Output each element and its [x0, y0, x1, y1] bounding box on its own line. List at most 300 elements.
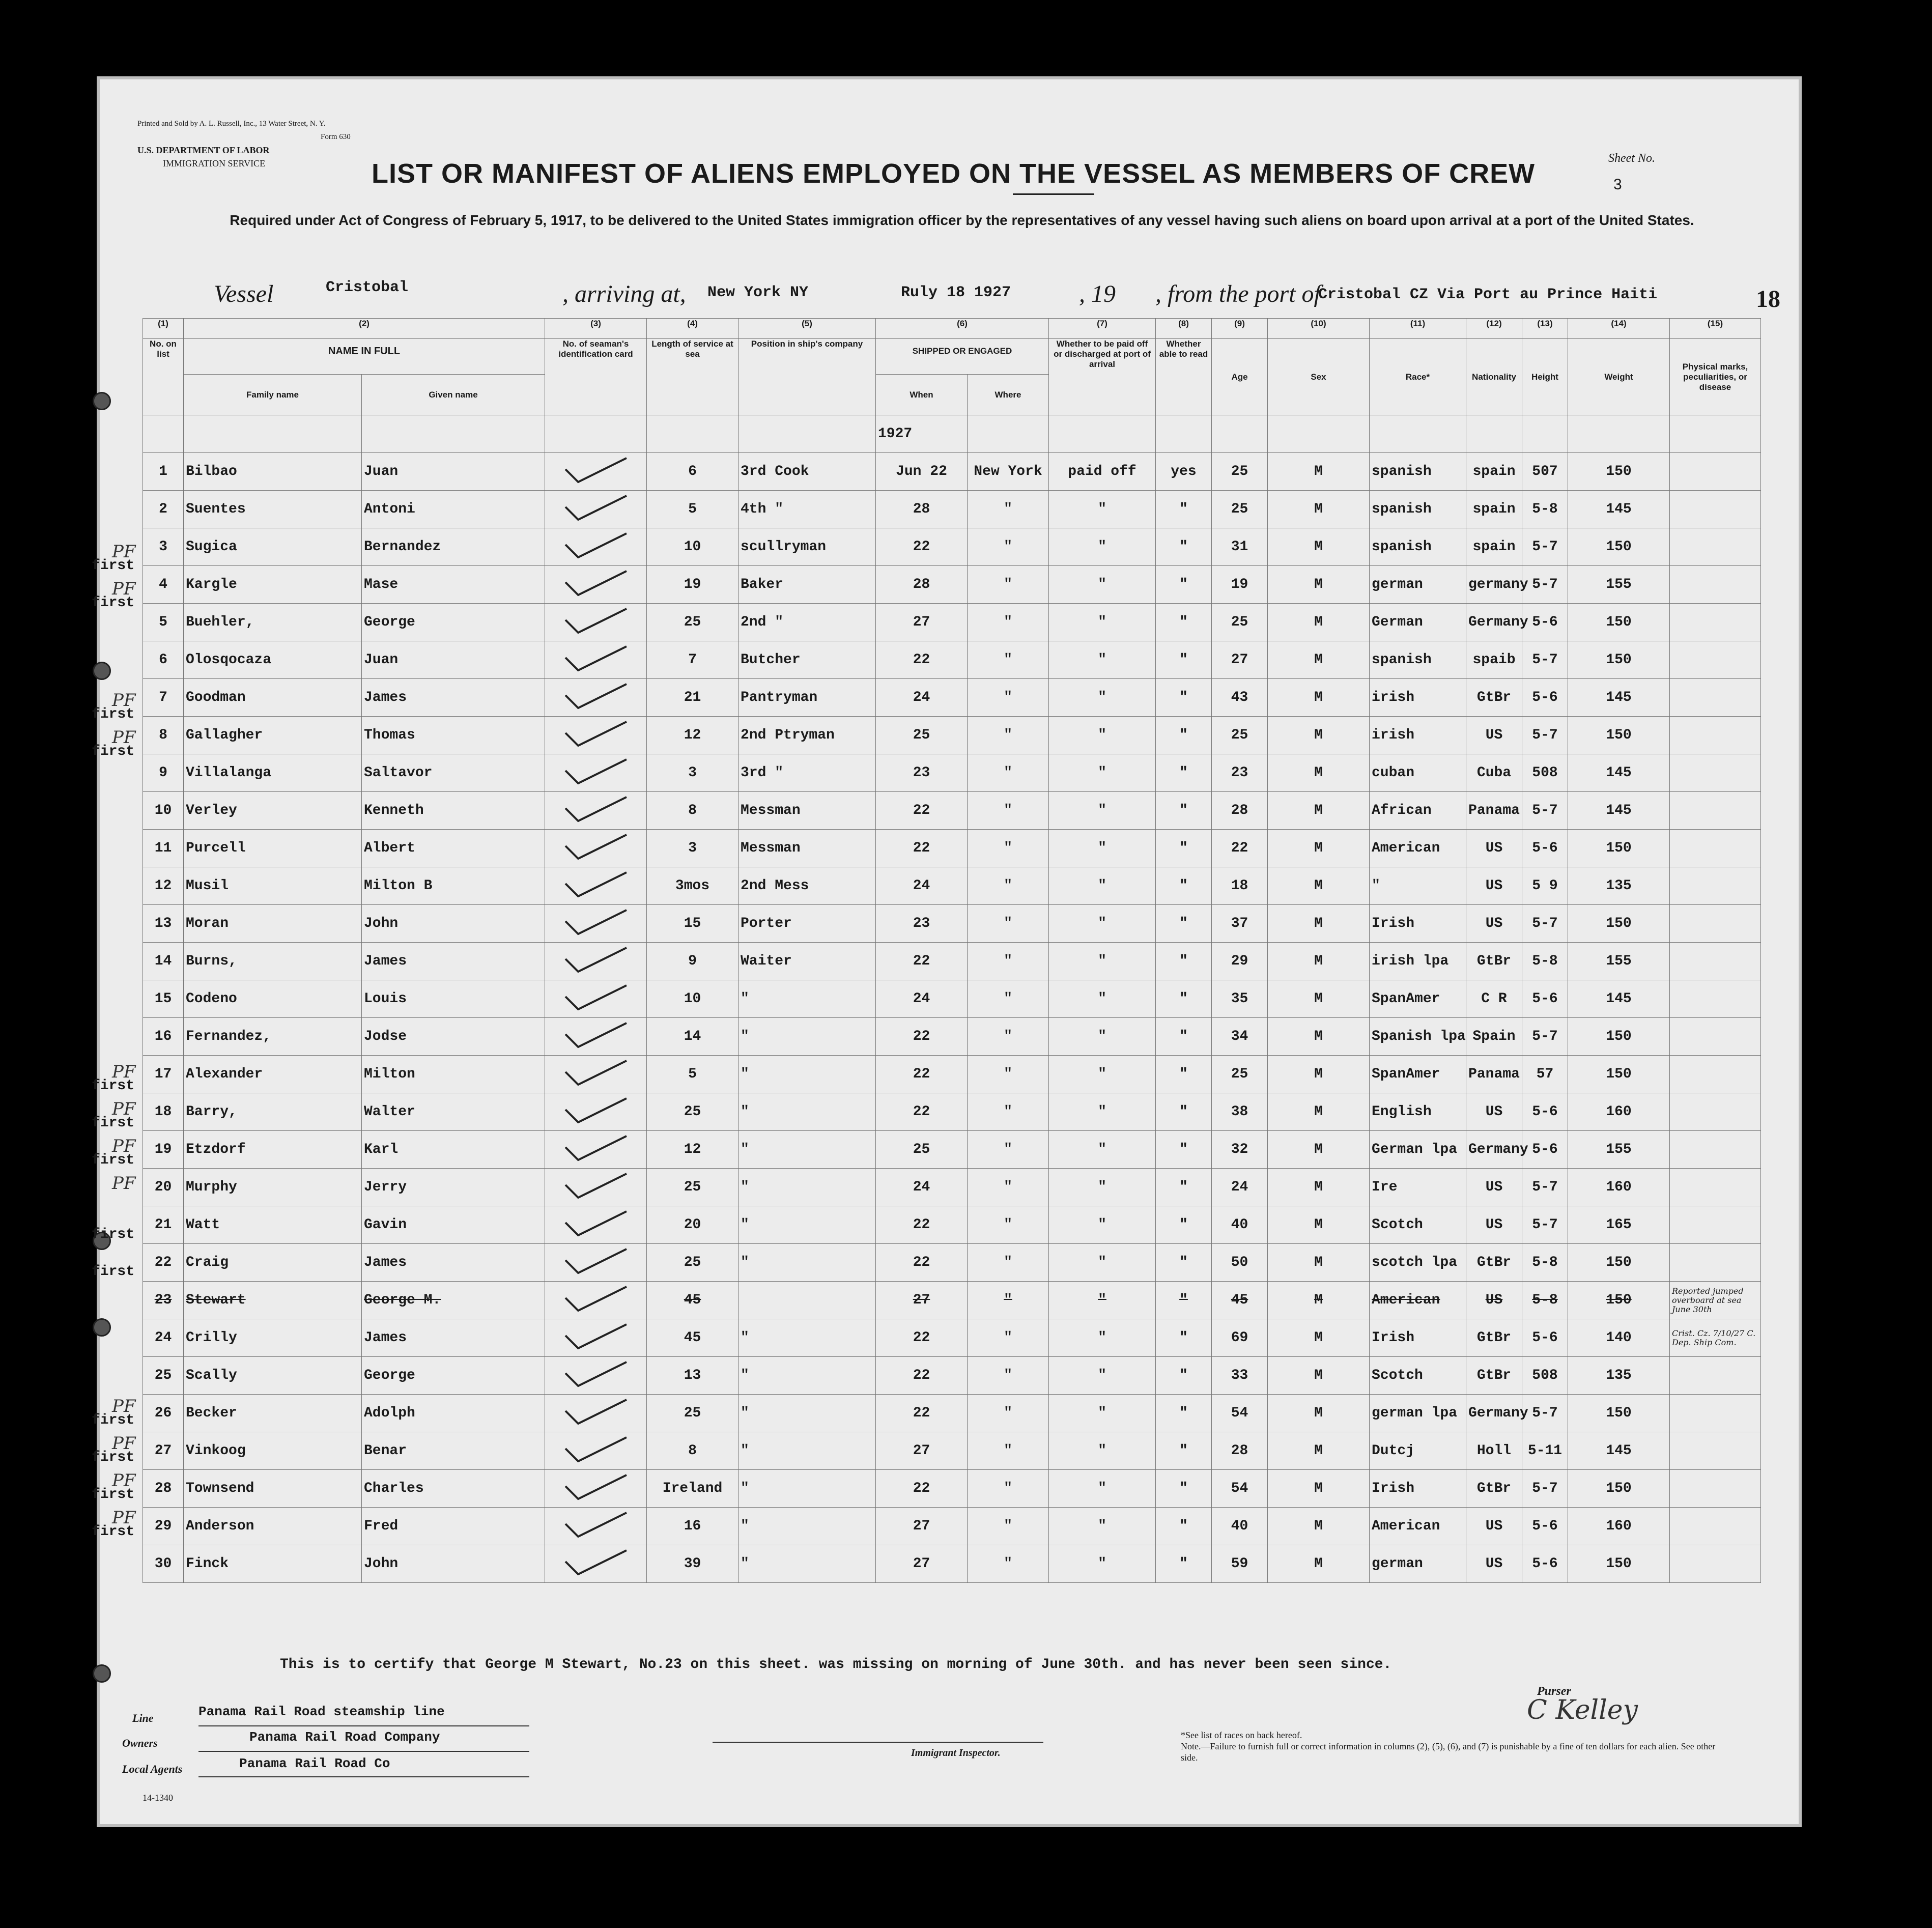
- sex: M: [1268, 754, 1370, 792]
- service-length: 5: [647, 1056, 738, 1093]
- shipped-when: 28: [876, 566, 968, 604]
- table-row: [143, 641, 1761, 679]
- row-number: 30: [143, 1545, 184, 1583]
- given-name: Antoni: [362, 491, 545, 528]
- row-number: 9: [143, 754, 184, 792]
- race: cuban: [1370, 754, 1466, 792]
- margin-pf-note: PF: [112, 579, 136, 599]
- col-num: (15): [1670, 319, 1761, 339]
- position: ": [738, 1206, 876, 1244]
- checkmark-icon: [560, 1283, 632, 1313]
- table-row: [143, 453, 1761, 491]
- footer-agents-value: Panama Rail Road Co: [239, 1756, 390, 1771]
- table-row: [143, 754, 1761, 792]
- checkmark-icon: [560, 1207, 632, 1238]
- able-to-read: ": [1156, 1508, 1212, 1545]
- age: 54: [1212, 1470, 1268, 1508]
- paid-off: ": [1049, 528, 1156, 566]
- position: scullryman: [738, 528, 876, 566]
- age: 28: [1212, 1432, 1268, 1470]
- header-height: Height: [1522, 339, 1568, 415]
- position: ": [738, 1470, 876, 1508]
- given-name: Juan: [362, 453, 545, 491]
- weight: 135: [1568, 1357, 1670, 1395]
- given-name: Milton: [362, 1056, 545, 1093]
- shipped-when: 27: [876, 1282, 968, 1319]
- given-name: Milton B: [362, 867, 545, 905]
- binder-hole: [93, 662, 111, 680]
- position: ": [738, 1169, 876, 1206]
- nationality: US: [1466, 905, 1522, 943]
- age: 40: [1212, 1206, 1268, 1244]
- service-length: 12: [647, 1131, 738, 1169]
- position: Baker: [738, 566, 876, 604]
- table-row: [143, 528, 1761, 566]
- shipped-where: ": [968, 1169, 1049, 1206]
- weight: 145: [1568, 491, 1670, 528]
- physical-marks: [1670, 980, 1761, 1018]
- nationality: spain: [1466, 453, 1522, 491]
- header-race: Race*: [1370, 339, 1466, 415]
- failure-note: Note.—Failure to furnish full or correct information in columns (2), (5), (6), and (7) is punishable by a fine of ten dollars for each alien. See other side.: [1181, 1741, 1716, 1763]
- row-number: 2: [143, 491, 184, 528]
- sex: M: [1268, 830, 1370, 867]
- weight: 150: [1568, 1282, 1670, 1319]
- race: ": [1370, 867, 1466, 905]
- physical-marks: [1670, 905, 1761, 943]
- nationality: GtBr: [1466, 943, 1522, 980]
- weight: 155: [1568, 566, 1670, 604]
- header-age: Age: [1212, 339, 1268, 415]
- height: 5-8: [1522, 1244, 1568, 1282]
- table-row: [143, 679, 1761, 717]
- shipped-where: ": [968, 1432, 1049, 1470]
- physical-marks: [1670, 1093, 1761, 1131]
- age: 25: [1212, 1056, 1268, 1093]
- id-card-check: [545, 830, 647, 867]
- nationality: US: [1466, 1282, 1522, 1319]
- checkmark-icon: [560, 1245, 632, 1275]
- shipped-where: ": [968, 905, 1049, 943]
- position: ": [738, 1395, 876, 1432]
- col-num: (14): [1568, 319, 1670, 339]
- race: German: [1370, 604, 1466, 641]
- margin-pf-note: PF: [112, 727, 136, 748]
- sex: M: [1268, 1169, 1370, 1206]
- family-name: Buehler,: [184, 604, 362, 641]
- age: 33: [1212, 1357, 1268, 1395]
- race: German lpa: [1370, 1131, 1466, 1169]
- family-name: Suentes: [184, 491, 362, 528]
- margin-pf-note: PF: [112, 1136, 136, 1156]
- position: 3rd Cook: [738, 453, 876, 491]
- table-row: [143, 867, 1761, 905]
- races-note: *See list of races on back hereof.: [1181, 1730, 1302, 1740]
- footer-owners-rule: [198, 1751, 529, 1752]
- row-number: 22: [143, 1244, 184, 1282]
- physical-marks: [1670, 1470, 1761, 1508]
- arriving-port: New York NY: [707, 284, 809, 301]
- checkmark-icon: [560, 567, 632, 598]
- arriving-label: , arriving at,: [562, 280, 686, 307]
- family-name: Townsend: [184, 1470, 362, 1508]
- given-name: George: [362, 1357, 545, 1395]
- checkmark-icon: [560, 454, 632, 485]
- height: 5-7: [1522, 1018, 1568, 1056]
- race: irish: [1370, 717, 1466, 754]
- position: Porter: [738, 905, 876, 943]
- from-port-label: , from the port of: [1155, 280, 1321, 307]
- shipped-where: ": [968, 1018, 1049, 1056]
- shipped-when: 22: [876, 1357, 968, 1395]
- checkmark-icon: [560, 642, 632, 673]
- row-number: 21: [143, 1206, 184, 1244]
- header-nationality: Nationality: [1466, 339, 1522, 415]
- shipped-when: 22: [876, 641, 968, 679]
- position: ": [738, 1319, 876, 1357]
- shipped-where: New York: [968, 453, 1049, 491]
- id-card-check: [545, 1131, 647, 1169]
- age: 35: [1212, 980, 1268, 1018]
- title-underline: [1013, 193, 1094, 195]
- id-card-check: [545, 1432, 647, 1470]
- id-card-check: [545, 1470, 647, 1508]
- checkmark-icon: [560, 1094, 632, 1125]
- race: spanish: [1370, 641, 1466, 679]
- race: irish: [1370, 679, 1466, 717]
- height: 5-7: [1522, 1169, 1568, 1206]
- shipped-where: ": [968, 754, 1049, 792]
- paid-off: ": [1049, 604, 1156, 641]
- service-length: 9: [647, 943, 738, 980]
- given-name: Louis: [362, 980, 545, 1018]
- id-card-check: [545, 566, 647, 604]
- paid-off: ": [1049, 641, 1156, 679]
- service-length: 19: [647, 566, 738, 604]
- margin-first-note: first: [92, 1152, 135, 1168]
- family-name: Moran: [184, 905, 362, 943]
- shipped-where: ": [968, 1508, 1049, 1545]
- shipped-where: ": [968, 1545, 1049, 1583]
- family-name: Etzdorf: [184, 1131, 362, 1169]
- given-name: Fred: [362, 1508, 545, 1545]
- col-num: (8): [1156, 319, 1212, 339]
- family-name: Villalanga: [184, 754, 362, 792]
- shipped-where: ": [968, 867, 1049, 905]
- shipped-where: ": [968, 604, 1049, 641]
- shipped-where: ": [968, 1395, 1049, 1432]
- paid-off: ": [1049, 1206, 1156, 1244]
- col-num: (10): [1268, 319, 1370, 339]
- id-card-check: [545, 754, 647, 792]
- height: 5-6: [1522, 830, 1568, 867]
- table-row: [143, 604, 1761, 641]
- checkmark-icon: [560, 1320, 632, 1351]
- binder-hole: [93, 1664, 111, 1683]
- shipped-when: 27: [876, 1508, 968, 1545]
- given-name: Adolph: [362, 1395, 545, 1432]
- paid-off: ": [1049, 1319, 1156, 1357]
- sex: M: [1268, 1018, 1370, 1056]
- able-to-read: ": [1156, 905, 1212, 943]
- row-number: 25: [143, 1357, 184, 1395]
- age: 37: [1212, 905, 1268, 943]
- physical-marks: [1670, 453, 1761, 491]
- given-name: Juan: [362, 641, 545, 679]
- id-card-check: [545, 604, 647, 641]
- service-length: 12: [647, 717, 738, 754]
- given-name: Benar: [362, 1432, 545, 1470]
- weight: 135: [1568, 867, 1670, 905]
- margin-first-note: first: [92, 1115, 135, 1131]
- shipped-where: ": [968, 1206, 1049, 1244]
- row-number: 28: [143, 1470, 184, 1508]
- paid-off: ": [1049, 1470, 1156, 1508]
- given-name: Jodse: [362, 1018, 545, 1056]
- family-name: Finck: [184, 1545, 362, 1583]
- shipped-when: 22: [876, 1395, 968, 1432]
- header-id-card: No. of seaman's identification card: [545, 339, 647, 415]
- paid-off: ": [1049, 1395, 1156, 1432]
- shipped-when: 22: [876, 1056, 968, 1093]
- nationality: Germany: [1466, 1131, 1522, 1169]
- able-to-read: ": [1156, 943, 1212, 980]
- footer-agents-rule: [198, 1776, 529, 1777]
- age: 31: [1212, 528, 1268, 566]
- position: 2nd ": [738, 604, 876, 641]
- department-name: U.S. DEPARTMENT OF LABOR: [137, 145, 270, 155]
- family-name: Watt: [184, 1206, 362, 1244]
- service-length: 3: [647, 830, 738, 867]
- weight: 160: [1568, 1169, 1670, 1206]
- paid-off: ": [1049, 754, 1156, 792]
- physical-marks: [1670, 1545, 1761, 1583]
- height: 5-6: [1522, 1319, 1568, 1357]
- height: 5-6: [1522, 1131, 1568, 1169]
- age: 43: [1212, 679, 1268, 717]
- height: 5-6: [1522, 1093, 1568, 1131]
- row-number: 5: [143, 604, 184, 641]
- physical-marks: [1670, 1131, 1761, 1169]
- footer-agents-label: Local Agents: [122, 1763, 183, 1775]
- age: 59: [1212, 1545, 1268, 1583]
- position: 4th ": [738, 491, 876, 528]
- race: African: [1370, 792, 1466, 830]
- row-number: 1: [143, 453, 184, 491]
- checkmark-icon: [560, 1057, 632, 1087]
- race: german: [1370, 566, 1466, 604]
- height: 5-8: [1522, 943, 1568, 980]
- physical-marks: [1670, 1244, 1761, 1282]
- table-row: [143, 1093, 1761, 1131]
- sex: M: [1268, 453, 1370, 491]
- able-to-read: ": [1156, 1319, 1212, 1357]
- height: 5-7: [1522, 528, 1568, 566]
- sheet-number: 3: [1613, 176, 1622, 193]
- checkmark-icon: [560, 1433, 632, 1464]
- id-card-check: [545, 1244, 647, 1282]
- sex: M: [1268, 566, 1370, 604]
- given-name: James: [362, 943, 545, 980]
- table-row: [143, 792, 1761, 830]
- position: ": [738, 1545, 876, 1583]
- family-name: Fernandez,: [184, 1018, 362, 1056]
- able-to-read: ": [1156, 754, 1212, 792]
- paid-off: ": [1049, 830, 1156, 867]
- nationality: germany: [1466, 566, 1522, 604]
- checkmark-icon: [560, 1509, 632, 1539]
- checkmark-icon: [560, 1471, 632, 1501]
- margin-pf-note: PF: [112, 690, 136, 711]
- id-card-check: [545, 717, 647, 754]
- weight: 150: [1568, 1395, 1670, 1432]
- race: Ire: [1370, 1169, 1466, 1206]
- binder-hole: [93, 392, 111, 410]
- physical-marks: [1670, 867, 1761, 905]
- nationality: Spain: [1466, 1018, 1522, 1056]
- row-number: 16: [143, 1018, 184, 1056]
- col-num: (6): [876, 319, 1049, 339]
- margin-first-note: first: [92, 744, 135, 759]
- service-length: 25: [647, 1093, 738, 1131]
- age: 32: [1212, 1131, 1268, 1169]
- able-to-read: ": [1156, 528, 1212, 566]
- row-number: 19: [143, 1131, 184, 1169]
- id-card-check: [545, 528, 647, 566]
- margin-pf-note: PF: [112, 542, 136, 562]
- paid-off: ": [1049, 1131, 1156, 1169]
- given-name: Albert: [362, 830, 545, 867]
- shipped-when: 22: [876, 1470, 968, 1508]
- year-row: [143, 415, 1761, 453]
- family-name: Burns,: [184, 943, 362, 980]
- sex: M: [1268, 1432, 1370, 1470]
- margin-first-note: first: [92, 1078, 135, 1094]
- margin-first-note: first: [92, 1412, 135, 1428]
- checkmark-icon: [560, 831, 632, 861]
- race: Scotch: [1370, 1357, 1466, 1395]
- weight: 145: [1568, 679, 1670, 717]
- header-position: Position in ship's company: [738, 339, 876, 415]
- header-no-on-list: No. on list: [143, 339, 184, 415]
- table-row: [143, 1470, 1761, 1508]
- age: 34: [1212, 1018, 1268, 1056]
- form-number: Form 630: [321, 133, 351, 141]
- given-name: Gavin: [362, 1206, 545, 1244]
- family-name: Murphy: [184, 1169, 362, 1206]
- family-name: Vinkoog: [184, 1432, 362, 1470]
- age: 54: [1212, 1395, 1268, 1432]
- nationality: Panama: [1466, 792, 1522, 830]
- service-length: 6: [647, 453, 738, 491]
- family-name: Verley: [184, 792, 362, 830]
- height: 5-7: [1522, 792, 1568, 830]
- table-row: [143, 943, 1761, 980]
- row-number: 14: [143, 943, 184, 980]
- given-name: John: [362, 905, 545, 943]
- service-length: 16: [647, 1508, 738, 1545]
- row-number: 13: [143, 905, 184, 943]
- header-given-name: Given name: [362, 375, 545, 415]
- position: ": [738, 1432, 876, 1470]
- able-to-read: yes: [1156, 453, 1212, 491]
- height: 5-8: [1522, 1282, 1568, 1319]
- height: 5-8: [1522, 491, 1568, 528]
- physical-marks: [1670, 943, 1761, 980]
- shipped-when: 28: [876, 491, 968, 528]
- service-length: 10: [647, 980, 738, 1018]
- paid-off: ": [1049, 1169, 1156, 1206]
- table-row: [143, 1244, 1761, 1282]
- height: 5-6: [1522, 1545, 1568, 1583]
- footer-line-rule: [198, 1725, 529, 1726]
- able-to-read: ": [1156, 491, 1212, 528]
- row-number: 17: [143, 1056, 184, 1093]
- height: 5-7: [1522, 641, 1568, 679]
- race: german lpa: [1370, 1395, 1466, 1432]
- able-to-read: ": [1156, 1018, 1212, 1056]
- height: 5-7: [1522, 1470, 1568, 1508]
- row-number: 29: [143, 1508, 184, 1545]
- position: Pantryman: [738, 679, 876, 717]
- table-row: [143, 980, 1761, 1018]
- service-length: 8: [647, 792, 738, 830]
- position: ": [738, 1508, 876, 1545]
- given-name: Kenneth: [362, 792, 545, 830]
- row-number: 23: [143, 1282, 184, 1319]
- inspector-label: Immigrant Inspector.: [911, 1747, 1001, 1759]
- table-row: [143, 1056, 1761, 1093]
- age: 25: [1212, 453, 1268, 491]
- paid-off: ": [1049, 1056, 1156, 1093]
- given-name: James: [362, 1244, 545, 1282]
- height: 5-7: [1522, 566, 1568, 604]
- paid-off: ": [1049, 491, 1156, 528]
- height: 5-6: [1522, 1508, 1568, 1545]
- shipped-when: 24: [876, 679, 968, 717]
- sex: M: [1268, 1508, 1370, 1545]
- paid-off: ": [1049, 943, 1156, 980]
- weight: 150: [1568, 453, 1670, 491]
- header-name-in-full: NAME IN FULL: [184, 339, 545, 375]
- shipped-when: 27: [876, 1545, 968, 1583]
- checkmark-icon: [560, 755, 632, 786]
- from-port: Cristobal CZ Via Port au Prince Haiti: [1318, 286, 1658, 303]
- position: 2nd Mess: [738, 867, 876, 905]
- age: 27: [1212, 641, 1268, 679]
- col-num: (9): [1212, 319, 1268, 339]
- weight: 145: [1568, 792, 1670, 830]
- race: german: [1370, 1545, 1466, 1583]
- height: 508: [1522, 754, 1568, 792]
- weight: 150: [1568, 1018, 1670, 1056]
- weight: 150: [1568, 641, 1670, 679]
- checkmark-icon: [560, 529, 632, 560]
- position: [738, 1282, 876, 1319]
- age: 38: [1212, 1093, 1268, 1131]
- shipped-when: 25: [876, 717, 968, 754]
- table-row: [143, 1432, 1761, 1470]
- checkmark-icon: [560, 1170, 632, 1200]
- sex: M: [1268, 1545, 1370, 1583]
- checkmark-icon: [560, 1396, 632, 1426]
- shipped-when: 24: [876, 867, 968, 905]
- age: 22: [1212, 830, 1268, 867]
- margin-pf-note: PF: [112, 1099, 136, 1119]
- purser-signature: C Kelley: [1527, 1695, 1638, 1725]
- age: 45: [1212, 1282, 1268, 1319]
- margin-first-note: first: [92, 595, 135, 611]
